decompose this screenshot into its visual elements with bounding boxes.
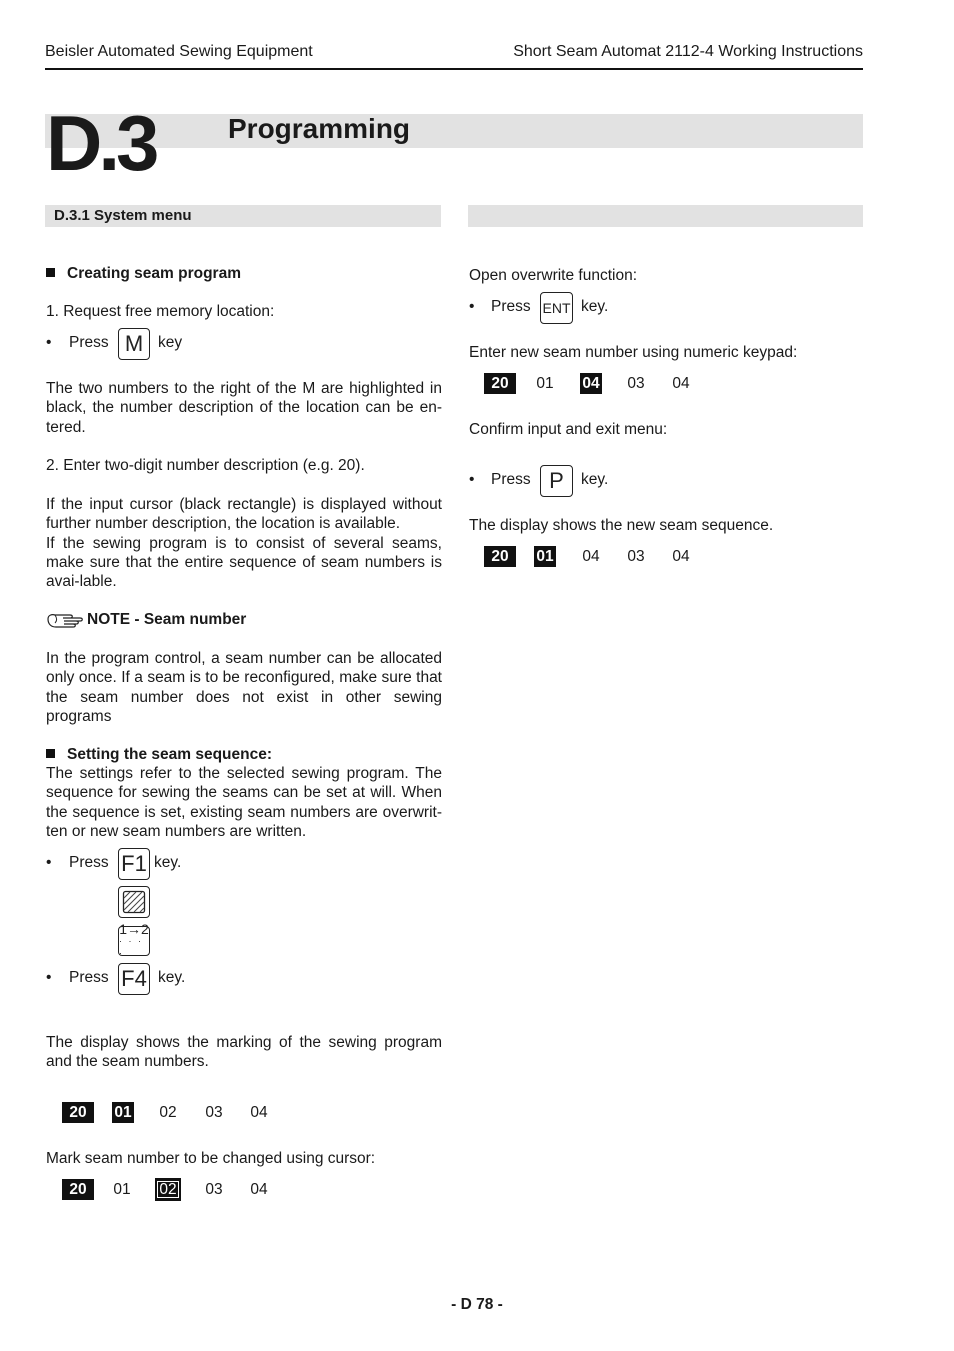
display-cell: 20	[484, 373, 516, 394]
m-key-icon: M	[118, 328, 150, 360]
display-cell: 03	[627, 548, 645, 565]
display-cell: 04	[672, 375, 690, 392]
key-label: key.	[581, 471, 609, 488]
bullet-dot-icon: •	[469, 471, 475, 488]
chapter-number: D.3	[46, 99, 156, 187]
header-left: Beisler Automated Sewing Equipment	[45, 43, 313, 60]
display-cell: 01	[112, 1102, 134, 1123]
display-cell: 04	[250, 1104, 268, 1121]
press-label: Press	[491, 471, 531, 488]
paragraph-cursor: If the input cursor (black rectangle) is displayed without further number description, the location is available. If the sewing program is to consist of several seams, make sure that the entire sequence of seam numbers is avai-lable.	[46, 496, 442, 591]
header-right: Short Seam Automat 2112-4 Working Instructions	[513, 43, 863, 60]
press-label: Press	[491, 298, 531, 315]
sequence-key-icon: 1→2 · · · ·	[119, 921, 149, 958]
bullet-dot-icon: •	[46, 969, 52, 986]
display-cell: 03	[205, 1104, 223, 1121]
section-title: D.3.1 System menu	[54, 207, 192, 224]
press-label: Press	[69, 969, 109, 986]
hatched-box-icon	[118, 886, 150, 918]
chapter-band	[45, 114, 863, 148]
display-cell: 04	[672, 548, 690, 565]
display-row-3	[484, 373, 714, 395]
display-cell: 01	[536, 375, 554, 392]
display-cell: 04	[580, 373, 602, 394]
key-label: key.	[154, 854, 182, 871]
pointing-hand-icon	[46, 611, 84, 631]
step-1-text: 1. Request free memory location:	[46, 303, 275, 320]
press-label: Press	[69, 334, 109, 351]
mark-text: Mark seam number to be changed using cursor:	[46, 1150, 376, 1167]
display-cell-cursor: 02	[156, 1179, 180, 1200]
bullet-dot-icon: •	[46, 334, 52, 351]
display-cell: 03	[627, 375, 645, 392]
display-cell: 01	[113, 1181, 131, 1198]
display-cell: 04	[582, 548, 600, 565]
chapter-title: Programming	[228, 113, 411, 144]
section-band-right	[468, 205, 863, 227]
note-body: In the program control, a seam number can be allocated only once. If a seam is to be reconfigured, make sure that the seam number does not exist in other sewing programs	[46, 650, 442, 725]
paragraph-display: The display shows the marking of the sewing program and the seam numbers.	[46, 1034, 442, 1071]
display-cell: 01	[534, 546, 556, 567]
open-overwrite-text: Open overwrite function:	[469, 267, 638, 284]
display-cell: 04	[250, 1181, 268, 1198]
heading-setting-seam-sequence: Setting the seam sequence:	[46, 745, 442, 764]
display-cell: 20	[484, 546, 516, 567]
display-cell: 03	[205, 1181, 223, 1198]
paragraph-highlighted: The two numbers to the right of the M are highlighted in black, the number description of the location can be en-tered.	[46, 380, 442, 436]
key-label: key.	[158, 969, 186, 986]
bullet-dot-icon: •	[469, 298, 475, 315]
header-rule	[45, 68, 863, 70]
display-row-2	[62, 1179, 292, 1201]
bullet-dot-icon: •	[46, 854, 52, 871]
square-bullet-icon	[46, 268, 55, 277]
display-cell: 20	[62, 1102, 94, 1123]
f1-key-icon: F1	[118, 848, 150, 880]
key-label: key	[158, 334, 183, 351]
enter-seam-text: Enter new seam number using numeric keypad:	[469, 344, 798, 361]
display-row-4	[484, 546, 714, 568]
press-label: Press	[69, 854, 109, 871]
square-bullet-icon	[46, 749, 55, 758]
heading-creating-seam-program: Creating seam program	[46, 264, 442, 283]
ent-key-icon: ENT	[540, 292, 573, 324]
display-cell: 02	[159, 1104, 177, 1121]
display-cell: 20	[62, 1179, 94, 1200]
display-row-1	[62, 1102, 292, 1124]
p-key-icon: P	[540, 465, 573, 497]
key-label: key.	[581, 298, 609, 315]
display-shows-text: The display shows the new seam sequence.	[469, 517, 774, 534]
step-2-text: 2. Enter two-digit number description (e.g. 20).	[46, 457, 365, 474]
page-number: - D 78 -	[451, 1296, 503, 1313]
note-title: NOTE - Seam number	[87, 611, 247, 628]
paragraph-settings: The settings refer to the selected sewing program. The sequence for sewing the seams can be set at will. When the sequence is set, existing seam numbers are overwrit-ten or new seam numbers are written.	[46, 765, 442, 840]
confirm-text: Confirm input and exit menu:	[469, 421, 668, 438]
f4-key-icon: F4	[118, 963, 150, 995]
